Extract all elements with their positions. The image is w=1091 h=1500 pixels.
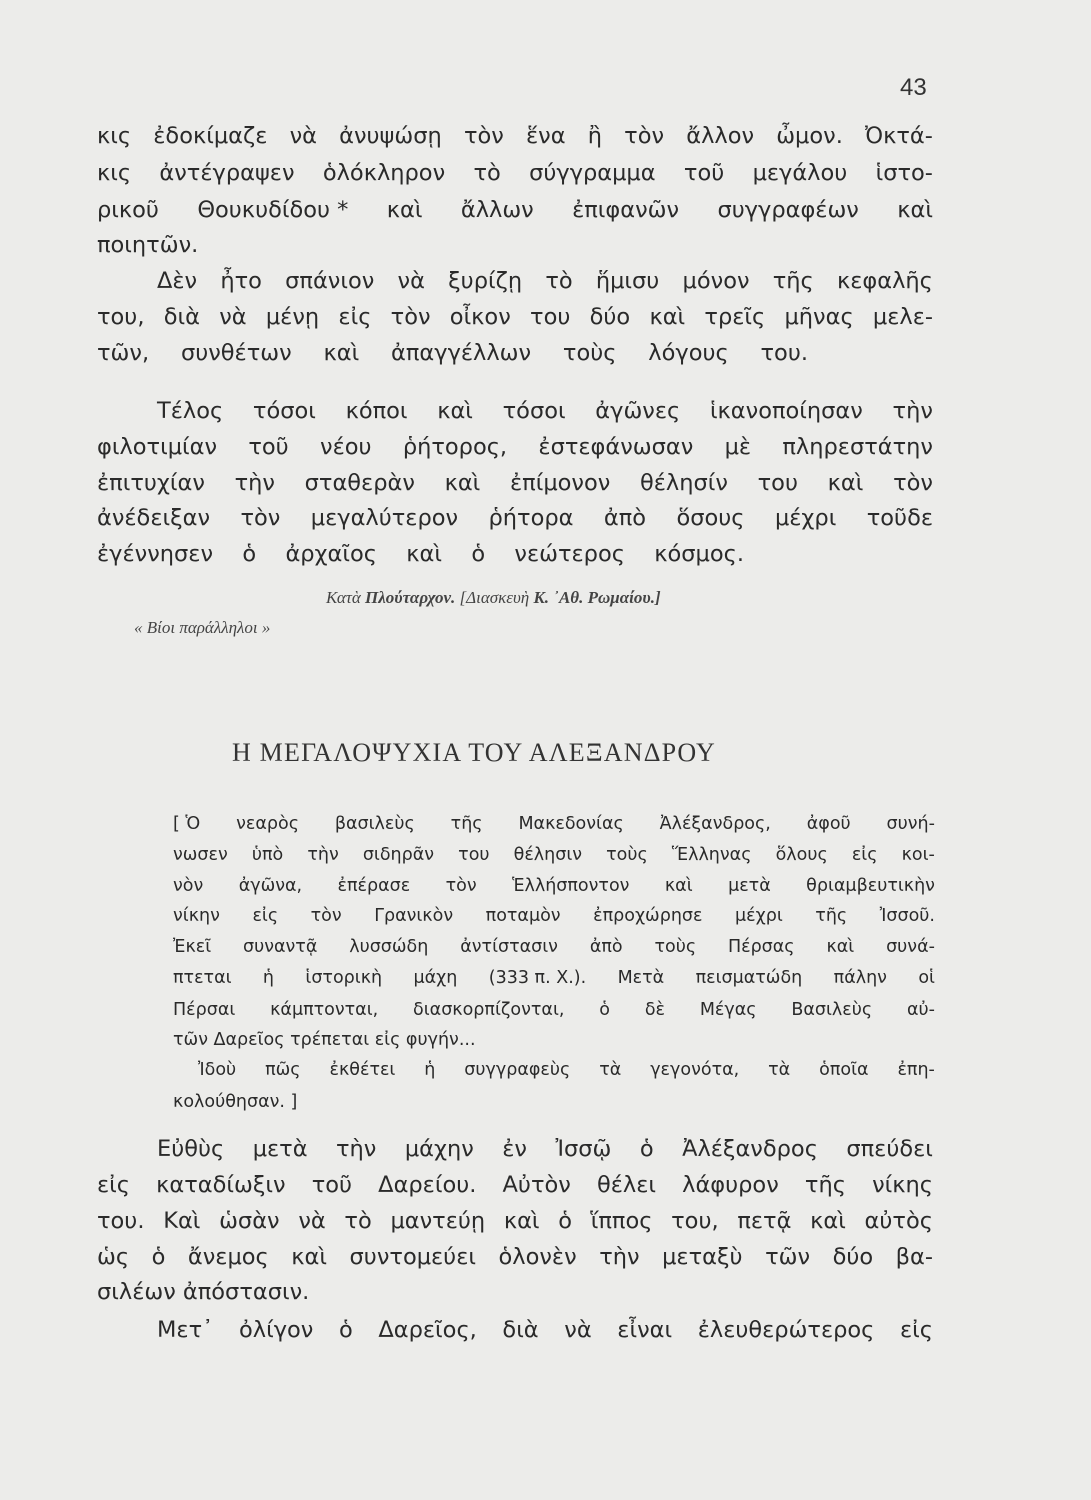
- word: λάφυρον: [682, 1172, 779, 1198]
- word: σιδηρᾶν: [362, 845, 435, 865]
- word: του,: [671, 1208, 719, 1234]
- word: θέλησιν: [513, 845, 583, 865]
- word: μαντεύῃ: [390, 1208, 486, 1234]
- word: τῶν,: [97, 340, 150, 366]
- word: Ἰσσῷ: [555, 1136, 612, 1162]
- attribution-adapter: Κ. ᾿Αθ. Ρωμαίου.]: [533, 588, 661, 607]
- word: τὴν: [599, 1244, 640, 1270]
- word: τῶν: [765, 1244, 811, 1270]
- word: τοῦ: [683, 160, 725, 186]
- page-number: 43: [900, 74, 927, 101]
- word: ἀπαγγέλλων: [391, 340, 532, 366]
- word: του: [458, 845, 490, 865]
- word: καὶ: [649, 304, 686, 330]
- word: συνά-: [886, 937, 935, 957]
- bottom-text-line: [97, 1172, 933, 1198]
- word: ῥήτορος,: [402, 434, 508, 460]
- word: τὸν: [310, 906, 342, 926]
- attribution-author: Πλούταρχον.: [365, 588, 456, 607]
- word: ὡσὰν: [219, 1208, 280, 1234]
- word: τὸν: [893, 470, 933, 496]
- word: ξυρίζῃ: [448, 268, 523, 294]
- word: τὸν: [445, 876, 477, 896]
- word: πετᾷ: [737, 1208, 792, 1234]
- word: καὶ: [386, 197, 423, 223]
- word: Ἀλέξανδρος: [682, 1136, 818, 1162]
- word: τὸν: [240, 505, 281, 531]
- bottom-text-line: [157, 1317, 933, 1343]
- word: σταθερὰν: [304, 470, 415, 496]
- intro-note-line: [173, 937, 935, 957]
- word: Θουκυδίδου *: [197, 197, 349, 223]
- intro-note-line: [173, 876, 935, 896]
- word: ὁλονὲν: [498, 1244, 577, 1270]
- section-title: Η ΜΕΓΑΛΟΨΥΧΙΑ ΤΟΥ ΑΛΕΞΑΝΔΡΟΥ: [232, 738, 716, 767]
- word: ἡ: [262, 968, 275, 988]
- word: κόποι: [345, 398, 408, 424]
- word: τὴν: [307, 845, 339, 865]
- intro-note-line: [173, 1000, 935, 1020]
- word: Ἰδοὺ: [198, 1060, 237, 1080]
- intro-note-line: [198, 1060, 935, 1080]
- bottom-text-line: [157, 1136, 933, 1162]
- word: του: [757, 470, 798, 496]
- word: κις: [97, 123, 132, 149]
- word: ἡ: [424, 1060, 436, 1080]
- word: καὶ: [827, 470, 864, 496]
- word: Γρανικὸν: [374, 906, 454, 926]
- word: νὰ: [289, 123, 317, 149]
- word: τὸ: [344, 1208, 372, 1234]
- word: διὰ: [163, 304, 200, 330]
- word: δὲ: [644, 1000, 665, 1020]
- word: ῥήτορα: [488, 505, 574, 531]
- word: μόνον: [682, 268, 750, 294]
- word: ἐν: [502, 1136, 527, 1162]
- word: πῶς: [265, 1060, 301, 1080]
- word: ἱστορικὴ: [305, 968, 383, 988]
- word: ἀφοῦ: [806, 814, 851, 834]
- word: ἵππος: [590, 1208, 653, 1234]
- word: κόσμος.: [654, 541, 744, 567]
- top-text-line: [157, 268, 933, 294]
- word: ὀλίγον: [239, 1317, 314, 1343]
- word: βα-: [895, 1244, 933, 1270]
- word: Μέγας: [699, 1000, 757, 1020]
- word: πληρεστάτην: [782, 434, 933, 460]
- word: ἐκθέτει: [329, 1060, 396, 1080]
- word: Ὀκτά-: [865, 123, 933, 149]
- word: ἀνυψώσῃ: [339, 123, 442, 149]
- attribution-source-prefix: Κατὰ: [326, 588, 361, 607]
- top-text-line: [97, 541, 744, 567]
- word: ρικοῦ: [97, 197, 159, 223]
- word: νὰ: [298, 1208, 326, 1234]
- word: γεγονότα,: [650, 1060, 740, 1080]
- word: καταδίωξιν: [156, 1172, 286, 1198]
- word: μεγάλου: [752, 160, 848, 186]
- word: νίκην: [173, 906, 220, 926]
- word: ἢ: [587, 123, 602, 149]
- word: θέλει: [596, 1172, 656, 1198]
- word: λυσσώδη: [349, 937, 429, 957]
- word: ἀνέδειξαν: [97, 505, 211, 531]
- word: ἱστο-: [875, 160, 933, 186]
- word: μὲ: [724, 434, 752, 460]
- word: μετὰ: [728, 876, 771, 896]
- word: Δὲν: [157, 268, 198, 294]
- top-text-line: [97, 340, 808, 366]
- word: πτεται: [173, 968, 232, 988]
- word: του.: [760, 340, 808, 366]
- bottom-text-line: [97, 1208, 933, 1234]
- word: Καὶ: [163, 1208, 201, 1234]
- word: διασκορπίζονται,: [413, 1000, 565, 1020]
- word: συνή-: [886, 814, 935, 834]
- word: συνθέτων: [180, 340, 292, 366]
- intro-note-line: [173, 1030, 593, 1050]
- word: καὶ: [826, 937, 855, 957]
- word: ἐγέννησεν: [97, 541, 214, 567]
- word: λόγους: [648, 340, 729, 366]
- word: εἶναι: [617, 1317, 673, 1343]
- word: Μακεδονίας: [518, 814, 624, 834]
- word: Τέλος: [157, 398, 224, 424]
- word: καὶ: [291, 1244, 328, 1270]
- word: μένῃ: [265, 304, 320, 330]
- word: ἀγῶνα,: [238, 876, 303, 896]
- word: θέλησίν: [640, 470, 728, 496]
- word: αὐ-: [906, 1000, 935, 1020]
- word: ἐστεφάνωσαν: [538, 434, 694, 460]
- word: καὶ: [323, 340, 360, 366]
- word: οἱ: [918, 968, 935, 988]
- word: σπεύδει: [846, 1136, 933, 1162]
- word: κεφαλῆς: [836, 268, 933, 294]
- word: καὶ: [437, 398, 473, 424]
- word: Ἀλέξανδρος,: [659, 814, 771, 834]
- word: ἐλευθερώτερος: [697, 1317, 875, 1343]
- word: ἀγῶνες: [595, 398, 681, 424]
- word: τὰ: [599, 1060, 622, 1080]
- word: του: [530, 304, 571, 330]
- word: νεώτερος: [514, 541, 625, 567]
- word: τῆς: [450, 814, 483, 834]
- word: συντομεύει: [349, 1244, 476, 1270]
- word: ἄνεμος: [187, 1244, 269, 1270]
- top-text-line: [97, 123, 933, 149]
- word: του,: [97, 304, 145, 330]
- word: Ἰσσοῦ.: [879, 906, 935, 926]
- intro-note-line: [173, 1092, 373, 1112]
- word: ἐπιτυχίαν: [97, 470, 205, 496]
- word: πεισματώδη: [695, 968, 803, 988]
- word: Βασιλεὺς: [791, 1000, 873, 1020]
- word: ἀντίστασιν: [460, 937, 558, 957]
- word: μετὰ: [252, 1136, 308, 1162]
- top-text-line: [157, 398, 933, 424]
- word: μεταξὺ: [662, 1244, 743, 1270]
- word: τῆς: [804, 1172, 846, 1198]
- word: Αὐτὸν: [502, 1172, 571, 1198]
- word: ἐπέρασε: [337, 876, 411, 896]
- word: Ἕλληνας: [671, 845, 752, 865]
- word: νὸν: [173, 876, 204, 896]
- word: ἐπροχώρησε: [593, 906, 703, 926]
- word: μάχη: [413, 968, 458, 988]
- word: κολούθησαν. ]: [173, 1092, 298, 1112]
- word: καὶ: [444, 470, 481, 496]
- word: τοὺς: [654, 937, 697, 957]
- word: βασιλεὺς: [334, 814, 415, 834]
- word: [ Ὁ: [173, 814, 201, 834]
- bottom-text-line: [97, 1244, 933, 1270]
- word: καὶ: [897, 197, 933, 223]
- word: ἦτο: [220, 268, 262, 294]
- word: ἥμισυ: [595, 268, 660, 294]
- word: μέχρι: [735, 906, 783, 926]
- word: ὑπὸ: [251, 845, 284, 865]
- word: νὰ: [219, 304, 247, 330]
- top-text-line: [97, 304, 933, 330]
- word: τὸν: [624, 123, 665, 149]
- word: τοὺς: [562, 340, 617, 366]
- word: μελε-: [872, 304, 933, 330]
- word: μῆνας: [784, 304, 854, 330]
- word: τοῦ: [248, 434, 289, 460]
- word: ὁ: [338, 1317, 353, 1343]
- word: εἰς: [338, 304, 372, 330]
- word: εἰς: [851, 845, 878, 865]
- word: τῆς: [772, 268, 814, 294]
- top-text-line: [97, 232, 933, 258]
- word: φιλοτιμίαν: [97, 434, 218, 460]
- word: τοῦ: [311, 1172, 353, 1198]
- word: τῆς: [815, 906, 848, 926]
- word: ἕνα: [526, 123, 566, 149]
- word: ἄλλον: [686, 123, 755, 149]
- word: ποιητῶν.: [97, 232, 199, 258]
- word: νεαρὸς: [236, 814, 299, 834]
- word: ποταμὸν: [485, 906, 561, 926]
- word: τόσοι: [502, 398, 566, 424]
- word: κάμπτονται,: [270, 1000, 379, 1020]
- word: ὁ: [639, 1136, 654, 1162]
- attribution-line: [326, 588, 661, 608]
- word: ὁλόκληρον: [322, 160, 446, 186]
- word: συγγραφεὺς: [464, 1060, 571, 1080]
- top-text-line: [97, 160, 933, 186]
- word: αὐτὸς: [864, 1208, 933, 1234]
- word: πάλην: [833, 968, 887, 988]
- word: εἰς: [900, 1317, 933, 1343]
- word: ὁ: [558, 1208, 573, 1234]
- word: τῶν Δαρεῖος τρέπεται εἰς φυγήν...: [173, 1030, 476, 1050]
- word: Ἑλλήσποντον: [512, 876, 630, 896]
- word: καὶ: [810, 1208, 846, 1234]
- top-text-line: [97, 434, 933, 460]
- word: τόσοι: [252, 398, 316, 424]
- word: μεγαλύτερον: [310, 505, 459, 531]
- word: ὁ: [599, 1000, 610, 1020]
- word: διὰ: [502, 1317, 539, 1343]
- word: τὴν: [234, 470, 275, 496]
- word: δύο: [832, 1244, 874, 1270]
- word: δύο: [589, 304, 631, 330]
- word: τὸν: [390, 304, 431, 330]
- word: Πέρσας: [727, 937, 795, 957]
- word: σύγγραμμα: [529, 160, 656, 186]
- word: ὁ: [242, 541, 257, 567]
- top-text-line: [97, 197, 933, 223]
- word: τὸ: [545, 268, 573, 294]
- word: εἰς: [252, 906, 279, 926]
- word: κις: [97, 160, 132, 186]
- word: συγγραφέων: [717, 197, 859, 223]
- word: μέχρι: [774, 505, 837, 531]
- word: (333 π. Χ.).: [488, 968, 587, 988]
- word: Ἐκεῖ: [173, 937, 212, 957]
- top-text-line: [97, 505, 933, 531]
- word: τὰ: [768, 1060, 791, 1080]
- word: ἀπὸ: [589, 937, 623, 957]
- intro-note-line: [173, 968, 935, 988]
- word: Μετ᾿: [157, 1317, 214, 1343]
- word: τοὺς: [606, 845, 648, 865]
- word: Δαρείου.: [378, 1172, 477, 1198]
- intro-note-line: [173, 814, 935, 834]
- word: συναντᾷ: [243, 937, 318, 957]
- word: τρεῖς: [704, 304, 766, 330]
- word: ὦμον.: [776, 123, 843, 149]
- word: νίκης: [872, 1172, 933, 1198]
- word: καὶ: [406, 541, 442, 567]
- word: θριαμβευτικὴν: [806, 876, 935, 896]
- word: ὁ: [471, 541, 486, 567]
- word: τὴν: [892, 398, 933, 424]
- word: Εὐθὺς: [157, 1136, 225, 1162]
- attribution-adaptation: [Διασκευὴ: [459, 588, 530, 607]
- word: ἀπὸ: [603, 505, 647, 531]
- word: ἐδοκίμαζε: [153, 123, 268, 149]
- word: ὅσους: [676, 505, 745, 531]
- word: οἶκον: [449, 304, 511, 330]
- intro-note-line: [173, 906, 935, 926]
- word: τὸν: [463, 123, 504, 149]
- word: τὸ: [473, 160, 501, 186]
- word: ἐπη-: [897, 1060, 935, 1080]
- word: σιλέων ἀπόστασιν.: [97, 1279, 310, 1305]
- word: Μετὰ: [617, 968, 665, 988]
- word: ἄλλων: [460, 197, 534, 223]
- word: ὅλους: [775, 845, 828, 865]
- word: νὰ: [564, 1317, 592, 1343]
- word: καὶ: [664, 876, 693, 896]
- word: Πέρσαι: [173, 1000, 236, 1020]
- word: ἀρχαῖος: [285, 541, 377, 567]
- word: ἐπίμονον: [510, 470, 611, 496]
- bottom-text-line: [97, 1279, 397, 1305]
- word: ὁ: [151, 1244, 166, 1270]
- word: του.: [97, 1208, 145, 1234]
- word: κοι-: [901, 845, 935, 865]
- word: εἰς: [97, 1172, 130, 1198]
- word: ἐπιφανῶν: [572, 197, 680, 223]
- word: Δαρεῖος,: [378, 1317, 477, 1343]
- word: νὰ: [397, 268, 425, 294]
- top-text-line: [97, 470, 933, 496]
- word: ἀντέγραψεν: [159, 160, 295, 186]
- word: νέου: [320, 434, 372, 460]
- word: ἱκανοποίησαν: [709, 398, 863, 424]
- word: νωσεν: [173, 845, 228, 865]
- word: μάχην: [404, 1136, 474, 1162]
- attribution-work: « Βίοι παράλληλοι »: [134, 618, 271, 637]
- word: ὁποῖα: [819, 1060, 869, 1080]
- intro-note-line: [173, 845, 935, 865]
- word: σπάνιον: [285, 268, 375, 294]
- word: τὴν: [336, 1136, 377, 1162]
- word: ὡς: [97, 1244, 130, 1270]
- word: τοῦδε: [866, 505, 933, 531]
- word: καὶ: [503, 1208, 540, 1234]
